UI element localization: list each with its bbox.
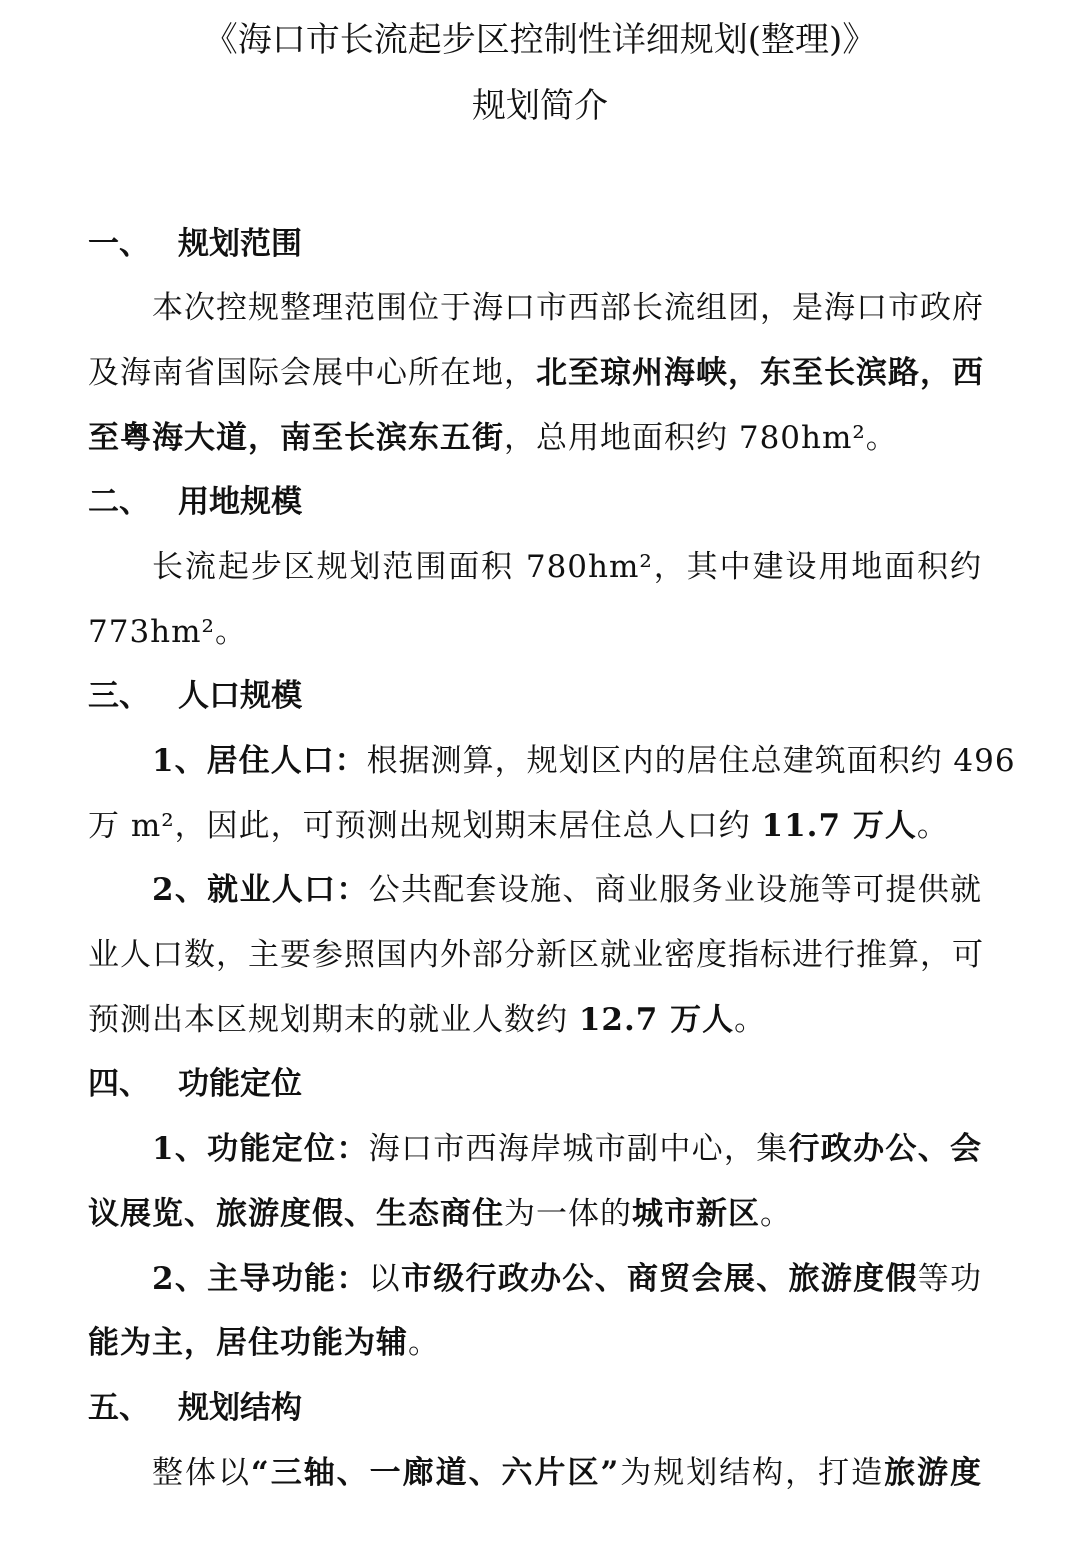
paragraph-line (152, 1453, 982, 1493)
paragraph-line (88, 1194, 982, 1234)
bold-text: 能为主，居住功能为辅 (88, 1325, 408, 1361)
bold-text: 2、主导功能： (152, 1261, 369, 1297)
bold-text: 1、居住人口： (152, 743, 367, 779)
text-span: 。 (760, 1196, 792, 1232)
bold-text: 至粤海大道，南至长滨东五街 (88, 420, 504, 456)
text-span: 。 (408, 1325, 440, 1361)
text-span: 。 (734, 1002, 767, 1038)
text-span: 公共配套设施、商业服务业设施等可提供就 (368, 872, 982, 908)
paragraph-line: 长流起步区规划范围面积 780hm²，其中建设用地面积约 (152, 549, 982, 585)
paragraph-line (152, 1259, 982, 1299)
bold-text: “三轴、一廊道、六片区” (250, 1455, 620, 1491)
section-title: 规划范围 (178, 226, 302, 262)
bold-text: 议展览、旅游度假、生态商住 (88, 1196, 504, 1232)
section-title: 规划结构 (178, 1390, 302, 1426)
text-span: 及海南省国际会展中心所在地， (88, 355, 536, 391)
section-number: 四、 (88, 1066, 150, 1102)
bold-text: 旅游度 (884, 1455, 983, 1491)
text-span: 海口市西海岸城市副中心，集 (368, 1131, 789, 1167)
paragraph-line: 本次控规整理范围位于海口市西部长流组团，是海口市政府 (152, 290, 984, 326)
text-span: 整体以 (152, 1455, 251, 1491)
bold-text: 城市新区 (632, 1196, 760, 1232)
text-span: ，总用地面积约 780hm²。 (504, 420, 898, 456)
section-heading-4 (88, 1064, 302, 1104)
bold-text: 北至琼州海峡，东至长滨路，西 (536, 355, 984, 391)
paragraph-line (88, 1000, 982, 1040)
paragraph-line (88, 353, 982, 393)
section-heading-2 (88, 482, 302, 522)
bold-text: 2、就业人口： (152, 872, 369, 908)
text-span: 等功 (917, 1261, 982, 1297)
paragraph-line (152, 870, 982, 910)
section-number: 三、 (88, 678, 150, 714)
paragraph-line (88, 1323, 982, 1363)
paragraph-line: 业人口数，主要参照国内外部分新区就业密度指标进行推算，可 (88, 937, 984, 973)
paragraph-line (88, 418, 982, 458)
section-heading-5 (88, 1388, 302, 1428)
section-title: 人口规模 (178, 678, 302, 714)
document-subtitle: 规划简介 (472, 86, 608, 126)
text-span: 万 m²，因此，可预测出规划期末居住总人口约 (88, 808, 762, 844)
section-title: 功能定位 (178, 1066, 302, 1102)
text-span: 为一体的 (504, 1196, 632, 1232)
text-span: 。 (916, 808, 949, 844)
section-number: 一、 (88, 226, 150, 262)
bold-text: 市级行政办公、商贸会展、旅游度假 (400, 1261, 918, 1297)
section-title: 用地规模 (178, 484, 302, 520)
section-heading-3 (88, 676, 302, 716)
paragraph-line (152, 741, 1016, 781)
text-span: 预测出本区规划期末的就业人数约 (88, 1002, 579, 1038)
section-number: 五、 (88, 1390, 150, 1426)
bold-text: 1、功能定位： (152, 1131, 369, 1167)
paragraph-line: 773hm²。 (88, 614, 247, 650)
bold-text: 11.7 万人 (761, 808, 917, 844)
text-span: 根据测算，规划区内的居住总建筑面积约 496 (366, 743, 1016, 779)
bold-text: 12.7 万人 (578, 1002, 735, 1038)
bold-text: 行政办公、会 (788, 1131, 982, 1167)
section-number: 二、 (88, 484, 150, 520)
document-title: 《海口市长流起步区控制性详细规划(整理)》 (203, 20, 877, 60)
paragraph-line (88, 806, 982, 846)
text-span: 以 (368, 1261, 401, 1297)
paragraph-line (152, 1129, 982, 1169)
text-span: 为规划结构，打造 (619, 1455, 885, 1491)
section-heading-1 (88, 224, 302, 264)
